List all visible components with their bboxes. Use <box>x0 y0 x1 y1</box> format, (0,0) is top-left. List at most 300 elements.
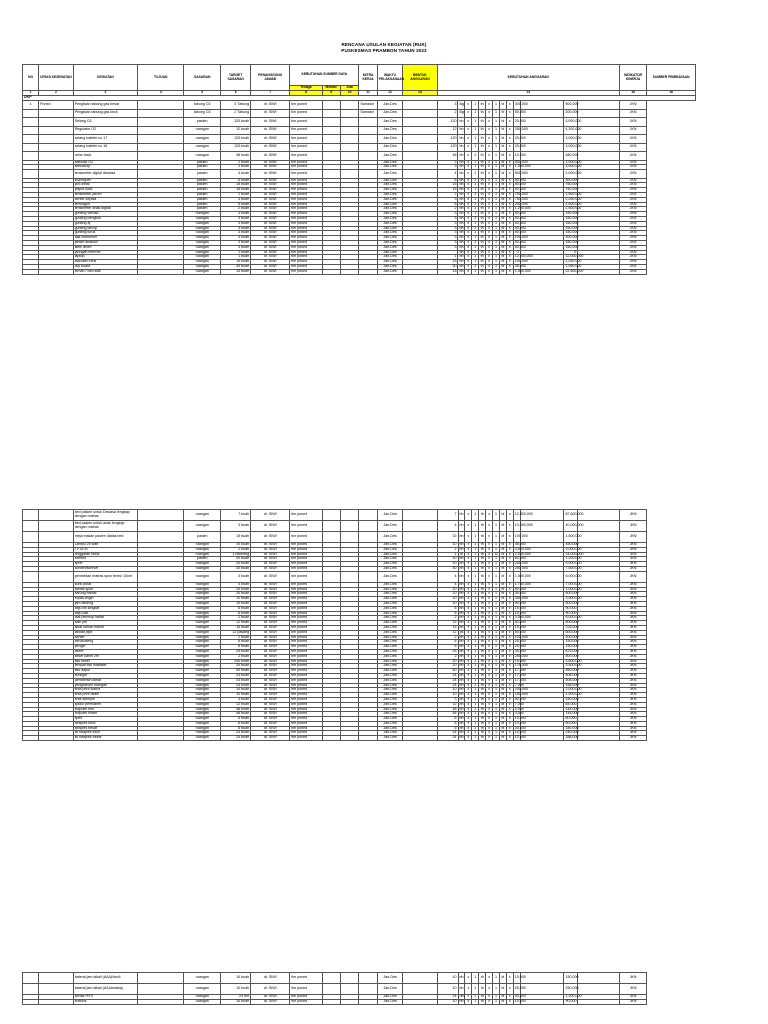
row-kegiatan: isi straples kecil <box>73 731 138 736</box>
row-spacer <box>520 135 564 144</box>
row-sumber: JKN <box>619 697 647 702</box>
row-sasaran: ruangan <box>184 659 221 664</box>
row-unit: bh <box>458 510 465 521</box>
row-kegiatan: tinta print warna <box>73 688 138 693</box>
row-kegiatan: gunting lancip <box>73 226 138 231</box>
row-x: x <box>465 165 472 170</box>
row-unit: bh <box>459 244 464 249</box>
row-bl: bl <box>499 109 506 118</box>
row-x: x <box>506 231 513 236</box>
row-kegiatan: clip board <box>73 264 138 269</box>
row-x: x <box>465 645 472 650</box>
row-indikator <box>578 571 619 582</box>
row-one: 1 <box>472 543 479 548</box>
row-pj: dr. SIWI <box>251 552 290 557</box>
row-pj: dr. SIWI <box>251 688 290 693</box>
row-total: 150,000 <box>565 225 579 230</box>
row-waktu: Jan-Des <box>377 250 402 255</box>
row-bl: bl <box>499 616 506 621</box>
row-alat <box>340 126 358 135</box>
row-x: x <box>506 126 513 135</box>
row-qty: 6 <box>437 178 458 183</box>
table-row <box>23 984 696 995</box>
row-x: x <box>465 659 472 664</box>
row-months: 1 <box>493 995 500 1000</box>
table-row <box>23 152 696 161</box>
row-x: x <box>506 226 513 231</box>
row-bl: bl <box>499 712 506 717</box>
row-th: th <box>480 677 484 682</box>
row-no <box>23 126 39 135</box>
row-total: 150,000 <box>565 220 579 225</box>
row-no <box>23 143 39 152</box>
row-pj: dr. SIWI <box>251 664 290 669</box>
row-th: th <box>479 126 486 135</box>
row-bl: bl <box>499 673 506 678</box>
row-qty: 2 <box>437 109 458 118</box>
row-kegiatan: keset kamit 2m <box>73 654 138 659</box>
row-months: 1 <box>493 582 500 587</box>
row-total: 12,000,000 <box>565 254 584 259</box>
row-sumber: JKN <box>619 611 647 616</box>
row-price: 25,000 <box>513 143 520 152</box>
row-price: 15,000 <box>514 658 526 663</box>
row-tenaga: tim poned <box>290 236 322 241</box>
row-qty: 10 <box>437 973 458 984</box>
row-price: 7,000 <box>514 701 524 706</box>
row-sasaran: ruangan <box>184 707 221 712</box>
row-months: 1 <box>493 697 500 702</box>
row-sasaran: ruangan <box>184 269 221 274</box>
row-sumber: JKN <box>619 260 647 265</box>
row-unit: bh <box>459 249 464 254</box>
row-total: 288,000 <box>565 735 579 740</box>
row-unit: bh <box>459 230 464 235</box>
row-x: x <box>486 260 493 265</box>
row-pj: dr. SIWI <box>251 118 290 127</box>
row-target: 6 buah <box>221 717 251 722</box>
row-total: 500,000 <box>565 600 579 605</box>
table-row <box>23 736 696 741</box>
row-pj: dr. SIWI <box>251 635 290 640</box>
row-kegiatan: tempat tisu wastafel <box>73 664 138 669</box>
row-unit: bl <box>458 552 465 557</box>
row-price: 300,000 <box>513 101 520 110</box>
row-unit: bh <box>459 206 464 211</box>
row-pj: dr. SIWI <box>251 543 290 548</box>
row-sasaran: pasien <box>184 178 221 183</box>
row-mitra <box>359 118 377 127</box>
row-th: th <box>480 182 484 187</box>
row-x: x <box>465 221 472 226</box>
row-kegiatan: tisu towel <box>73 659 138 664</box>
row-total: 750,000 <box>565 182 579 187</box>
row-waktu: Jan-Des <box>377 611 402 616</box>
row-tenaga: tim poned <box>290 557 322 562</box>
row-x: x <box>486 269 493 274</box>
row-x: x <box>486 126 493 135</box>
row-sumber: JKN <box>619 571 647 582</box>
row-sasaran: pasien <box>184 160 221 165</box>
row-bl: bl <box>499 678 506 683</box>
row-x: x <box>506 221 513 226</box>
row-pj: dr. SIWI <box>251 160 290 165</box>
row-one: 1 <box>472 160 479 165</box>
row-bl: bl <box>499 260 506 265</box>
row-target: 3 buah <box>221 231 251 236</box>
row-x: x <box>465 693 472 698</box>
col-num: 9 <box>322 91 340 96</box>
row-th: th <box>480 634 484 639</box>
row-sumber: JKN <box>619 678 647 683</box>
row-kegiatan: Anggaran listrik <box>73 552 138 557</box>
row-months: 1 <box>493 606 500 611</box>
row-x: x <box>506 654 513 659</box>
row-x: x <box>506 712 513 717</box>
row-price: 50,000 <box>514 994 526 998</box>
row-target: 3 buah <box>221 236 251 241</box>
row-x: x <box>506 197 513 202</box>
row-one: 1 <box>472 221 479 226</box>
row-sasaran: pasien <box>184 207 221 212</box>
header-kebutuhan: KEBUTUHAN ANGGARAN <box>437 65 619 91</box>
row-bl: bl <box>499 543 506 548</box>
row-waktu: Jan-Des <box>377 630 402 635</box>
row-tenaga: tim poned <box>290 995 322 1000</box>
row-sumber: JKN <box>619 601 647 606</box>
row-kegiatan: pinset anatomi <box>73 240 138 245</box>
row-metode <box>322 269 340 274</box>
row-tujuan <box>138 984 184 995</box>
row-price: 50,000 <box>514 177 526 182</box>
row-one: 1 <box>472 731 479 736</box>
row-tenaga: tim poned <box>290 712 322 717</box>
header-sumber-pembiayaan: SUMBER PEMBIAYAAN <box>647 65 696 91</box>
row-months: 1 <box>493 669 500 674</box>
row-kegiatan: pengki <box>73 645 138 650</box>
row-total: 450,000 <box>565 542 579 546</box>
row-sumber: JKN <box>619 109 647 118</box>
row-target: 48 buah <box>221 707 251 712</box>
row-total: 408,000 <box>565 677 579 682</box>
row-x: x <box>465 597 472 602</box>
row-mitra <box>359 571 377 582</box>
row-x: x <box>506 269 513 274</box>
row-tenaga: tim poned <box>290 109 322 118</box>
row-sasaran: ruangan <box>184 621 221 626</box>
row-sumber: JKN <box>619 216 647 221</box>
row-kegiatan: baju kiti kingkat <box>73 606 138 611</box>
row-waktu: Jan-Des <box>377 606 402 611</box>
col-num: 4 <box>138 91 184 96</box>
row-x: x <box>506 659 513 664</box>
row-bentuk <box>403 510 438 521</box>
row-x: x <box>465 240 472 245</box>
row-x: x <box>486 226 493 231</box>
row-bl: bl <box>499 202 506 207</box>
row-kegiatan: gunting bengkok <box>73 216 138 221</box>
row-price: 4,500,000 <box>514 546 531 551</box>
header-target: TARGET SASARAN <box>221 65 251 91</box>
row-kegiatan: pembelian matras spon tenrur 15cm <box>73 571 138 582</box>
row-bl: bl <box>499 717 506 722</box>
row-total: 480,000 <box>564 152 578 161</box>
row-metode <box>322 152 340 161</box>
row-qty: 2 <box>437 547 458 552</box>
row-waktu: Jan-Des <box>377 101 402 110</box>
row-pj: dr. SIWI <box>251 587 290 592</box>
row-metode <box>322 736 340 741</box>
row-qty: 10 <box>437 984 458 995</box>
row-tenaga: tim poned <box>290 611 322 616</box>
row-target: 12 buah <box>221 702 251 707</box>
row-sumber: JKN <box>619 250 647 255</box>
row-pj: dr. SIWI <box>251 521 290 532</box>
row-qty: 15 <box>437 625 458 630</box>
row-x: x <box>486 188 493 193</box>
row-th: th <box>480 159 484 164</box>
row-price: 1,000,000 <box>514 164 531 169</box>
row-kegiatan: standart infus <box>73 260 138 265</box>
row-tenaga: tim poned <box>290 212 322 217</box>
row-x: x <box>506 678 513 683</box>
row-pj: dr. SIWI <box>251 669 290 674</box>
row-no <box>23 510 39 521</box>
row-target: 2 buah <box>221 616 251 621</box>
row-waktu: Jan-Des <box>377 260 402 265</box>
row-qty: 20 <box>437 587 458 592</box>
row-sumber: JKN <box>619 562 647 567</box>
row-th: th <box>479 973 486 984</box>
row-pj: dr. SIWI <box>251 221 290 226</box>
row-x: x <box>486 717 493 722</box>
row-x: x <box>486 170 493 179</box>
row-kegiatan: alat pel/mop lantai <box>73 616 138 621</box>
row-th: th <box>480 542 484 546</box>
row-qty: 3 <box>437 197 458 202</box>
row-months: 1 <box>493 597 500 602</box>
row-qty: 3 <box>437 216 458 221</box>
row-sumber: JKN <box>619 707 647 712</box>
row-target: 120 buah <box>221 143 251 152</box>
row-pj: dr. SIWI <box>251 562 290 567</box>
row-pj: dr. SIWI <box>251 736 290 741</box>
section-label: UKP <box>23 96 696 101</box>
row-price: 12,500,000 <box>513 510 520 521</box>
row-x: x <box>486 736 493 741</box>
row-months: 1 <box>493 592 500 597</box>
row-target: 3 buah <box>221 197 251 202</box>
row-tenaga: tim poned <box>290 188 322 193</box>
row-unit: bh <box>459 672 464 677</box>
row-sasaran: ruangan <box>184 231 221 236</box>
row-x: x <box>465 101 472 110</box>
row-one: 1 <box>472 621 479 626</box>
row-price: 175,000 <box>514 663 528 668</box>
row-spacer <box>520 109 564 118</box>
row-unit: bh <box>459 239 464 244</box>
row-kegiatan: senter kepala <box>73 197 138 202</box>
row-qty: 3 <box>437 697 458 702</box>
row-total: 225,000 <box>565 624 579 629</box>
row-bl: bl <box>499 557 506 562</box>
row-waktu: Jan-Des <box>377 649 402 654</box>
row-months: 1 <box>493 664 500 669</box>
row-tujuan <box>138 152 184 161</box>
row-sumber: JKN <box>619 736 647 741</box>
row-waktu: Jan-Des <box>377 170 402 179</box>
row-th: th <box>480 239 484 244</box>
row-pj: dr. SIWI <box>251 101 290 110</box>
row-x: x <box>506 616 513 621</box>
row-x: x <box>506 510 513 521</box>
row-qty: 30 <box>437 264 458 269</box>
row-x: x <box>506 188 513 193</box>
row-indikator <box>578 999 619 1004</box>
document-title: RENCANA USULAN KEGIATAN (RUK) <box>341 42 427 47</box>
row-months: 1 <box>493 688 500 693</box>
row-total: 2,250,000 <box>565 259 582 264</box>
row-qty: 15 <box>437 183 458 188</box>
row-x: x <box>486 543 493 548</box>
row-tenaga: tim poned <box>290 170 322 179</box>
row-sasaran: pasien <box>184 202 221 207</box>
row-waktu: Jan-Des <box>377 197 402 202</box>
row-x: x <box>486 673 493 678</box>
row-qty: 20 <box>437 592 458 597</box>
row-tujuan <box>138 571 184 582</box>
row-pj: dr. SIWI <box>251 216 290 221</box>
row-sumber: JKN <box>619 640 647 645</box>
header-upaya: UPAYA KESEHATAN <box>39 65 74 91</box>
row-price: 2,000,000 <box>514 551 531 556</box>
row-metode <box>322 571 340 582</box>
row-qty: 10 <box>437 688 458 693</box>
row-total: 3,000,000 <box>565 164 582 169</box>
row-bl: bl <box>499 126 506 135</box>
row-x: x <box>465 726 472 731</box>
row-kegiatan: selang kateter no 16 <box>73 143 138 152</box>
row-x: x <box>465 717 472 722</box>
row-sasaran: ruangan <box>184 736 221 741</box>
row-th: th <box>480 164 484 169</box>
row-target: 6 buah <box>221 721 251 726</box>
table-row <box>23 143 696 152</box>
row-x: x <box>486 697 493 702</box>
row-unit: bh <box>459 220 464 225</box>
row-sasaran: ruangan <box>184 562 221 567</box>
row-sumber: JKN <box>619 557 647 562</box>
row-one: 1 <box>472 264 479 269</box>
row-months: 1 <box>493 109 500 118</box>
row-metode <box>322 126 340 135</box>
row-th: th <box>480 551 484 556</box>
row-waktu: Jan-Des <box>377 152 402 161</box>
row-pj: dr. SIWI <box>251 995 290 1000</box>
row-x: x <box>506 562 513 567</box>
row-x: x <box>506 973 513 984</box>
row-months: 1 <box>493 712 500 717</box>
row-months: 1 <box>493 126 500 135</box>
row-one: 1 <box>472 216 479 221</box>
row-months: 1 <box>493 118 500 127</box>
row-qty: 24 <box>437 736 458 741</box>
row-months: 1 <box>493 999 500 1004</box>
row-x: x <box>506 707 513 712</box>
row-waktu: Jan-Des <box>377 995 402 1000</box>
row-x: x <box>465 731 472 736</box>
row-waktu: Jan-Des <box>377 118 402 127</box>
row-unit: bh <box>459 677 464 682</box>
row-price: 50,000 <box>514 586 526 591</box>
row-tenaga: tim poned <box>290 255 322 260</box>
row-unit: bh <box>458 135 465 144</box>
row-th: th <box>479 170 486 179</box>
row-sasaran: ruangan <box>184 984 221 995</box>
row-x: x <box>465 566 472 571</box>
row-qty: 10 <box>437 597 458 602</box>
row-one: 1 <box>472 664 479 669</box>
row-x: x <box>506 543 513 548</box>
row-one: 1 <box>472 255 479 260</box>
row-qty: 15 <box>437 269 458 274</box>
row-unit: bh <box>458 973 465 984</box>
row-x: x <box>506 264 513 269</box>
row-x: x <box>465 621 472 626</box>
row-price: 10,000 <box>513 152 520 161</box>
row-mitra <box>359 143 377 152</box>
row-sasaran: ruangan <box>184 592 221 597</box>
row-kegiatan: meja makan pasien diatas bed <box>73 532 138 543</box>
row-unit: ps <box>459 629 464 634</box>
row-total: 1,500,000 <box>565 692 582 697</box>
row-tujuan <box>138 736 184 741</box>
row-x: x <box>465 532 472 543</box>
row-qty: 3 <box>437 236 458 241</box>
row-indikator <box>578 532 619 543</box>
row-x: x <box>506 160 513 165</box>
row-target: 12 pasang <box>221 630 251 635</box>
row-x: x <box>486 635 493 640</box>
row-target: 6 buah <box>221 640 251 645</box>
row-th: th <box>480 610 484 615</box>
row-waktu: Jan-Des <box>377 726 402 731</box>
row-sumber: JKN <box>619 543 647 548</box>
row-total: 2,250,000 <box>565 196 582 201</box>
row-x: x <box>486 152 493 161</box>
row-bl: bl <box>499 160 506 165</box>
row-sumber: JKN <box>619 160 647 165</box>
row-months: 1 <box>493 543 500 548</box>
row-sumber: JKN <box>619 118 647 127</box>
row-kegiatan: straples kecil <box>73 721 138 726</box>
row-tenaga: tim poned <box>290 269 322 274</box>
header-tenaga: Tenaga <box>290 86 322 91</box>
row-upaya <box>39 143 74 152</box>
row-x: x <box>506 984 513 995</box>
row-sasaran: ruangan <box>184 255 221 260</box>
row-x: x <box>486 683 493 688</box>
row-kegiatan: klem arteri <box>73 245 138 250</box>
row-kegiatan: bolpoint hitam <box>73 712 138 717</box>
row-pj: dr. SIWI <box>251 231 290 236</box>
row-alat <box>341 736 359 741</box>
row-one: 1 <box>472 693 479 698</box>
row-indikator <box>578 736 619 741</box>
row-bl: bl <box>499 170 506 179</box>
row-x: x <box>506 697 513 702</box>
row-kegiatan: selimut <box>73 557 138 562</box>
